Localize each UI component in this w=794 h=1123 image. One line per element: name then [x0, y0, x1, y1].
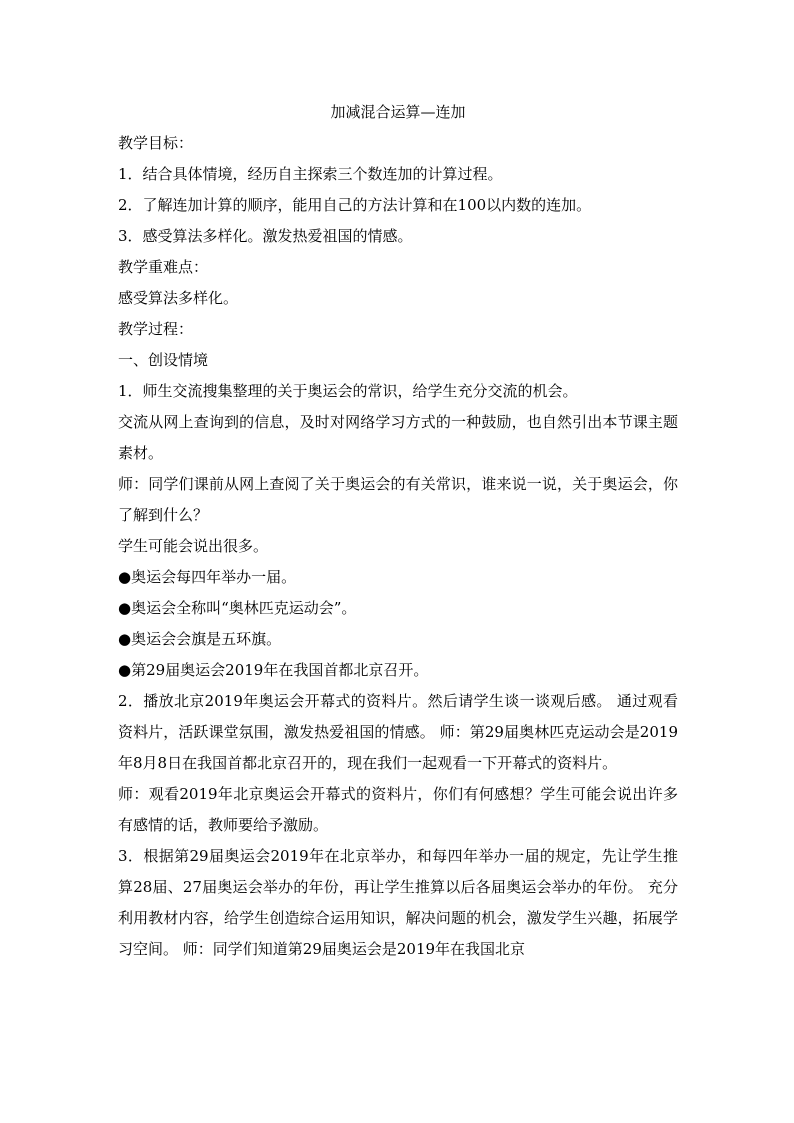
bullet-item: ●第29届奥运会2019年在我国首都北京召开。: [118, 661, 429, 679]
paragraph-step-2: 2．播放北京2019年奥运会开幕式的资料片。然后请学生谈一谈观后感。 通过观看资料片，活跃课堂氛围，激发热爱祖国的情感。 师：第29届奥林匹克运动会是2019年8月8日在我国首都北京召开的，现在我们一起观看一下开幕式的资料片。: [118, 692, 678, 772]
document-page: [118, 97, 678, 965]
objective-2: 2．了解连加计算的顺序，能用自己的方法计算和在100以内数的连加。: [118, 196, 592, 214]
objective-3: 3．感受算法多样化。激发热爱祖国的情感。: [118, 227, 413, 245]
step-1: 1．师生交流搜集整理的关于奥运会的常识，给学生充分交流的机会。: [118, 382, 578, 400]
heading-process: 教学过程：: [118, 320, 194, 338]
paragraph-teacher-question: 师：同学们课前从网上查阅了关于奥运会的有关常识，谁来说一说，关于奥运会，你了解到什么？: [118, 475, 678, 524]
paragraph-teacher-feelings: 师：观看2019年北京奥运会开幕式的资料片，你们有何感想？学生可能会说出许多有感情的话，教师要给予激励。: [118, 785, 678, 834]
section-1-heading: 一、创设情境: [118, 351, 209, 369]
bullet-item: ●奥运会每四年举办一届。: [118, 568, 297, 586]
bullet-item: ●奥运会会旗是五环旗。: [118, 630, 282, 648]
paragraph-exchange: 交流从网上查询到的信息，及时对网络学习方式的一种鼓励，也自然引出本节课主题素材。: [118, 413, 678, 462]
students-may-say: 学生可能会说出很多。: [118, 537, 269, 555]
heading-key-points: 教学重难点：: [118, 258, 209, 276]
bullet-item: ●奥运会全称叫“奥林匹克运动会”。: [118, 599, 357, 617]
key-point-text: 感受算法多样化。: [118, 289, 239, 307]
paragraph-step-3: 3．根据第29届奥运会2019年在北京举办，和每四年举办一届的规定，先让学生推算28届、27届奥运会举办的年份，再让学生推算以后各届奥运会举办的年份。 充分利用教材内容，给学生创造综合运用知识，解决问题的机会，激发学生兴趣，拓展学习空间。 师：同学们知道第29届奥运会是2019年在我国北京: [118, 847, 678, 958]
document-title: 加减混合运算—连加: [330, 103, 466, 121]
objective-1: 1．结合具体情境，经历自主探索三个数连加的计算过程。: [118, 165, 503, 183]
heading-objectives: 教学目标：: [118, 134, 194, 152]
